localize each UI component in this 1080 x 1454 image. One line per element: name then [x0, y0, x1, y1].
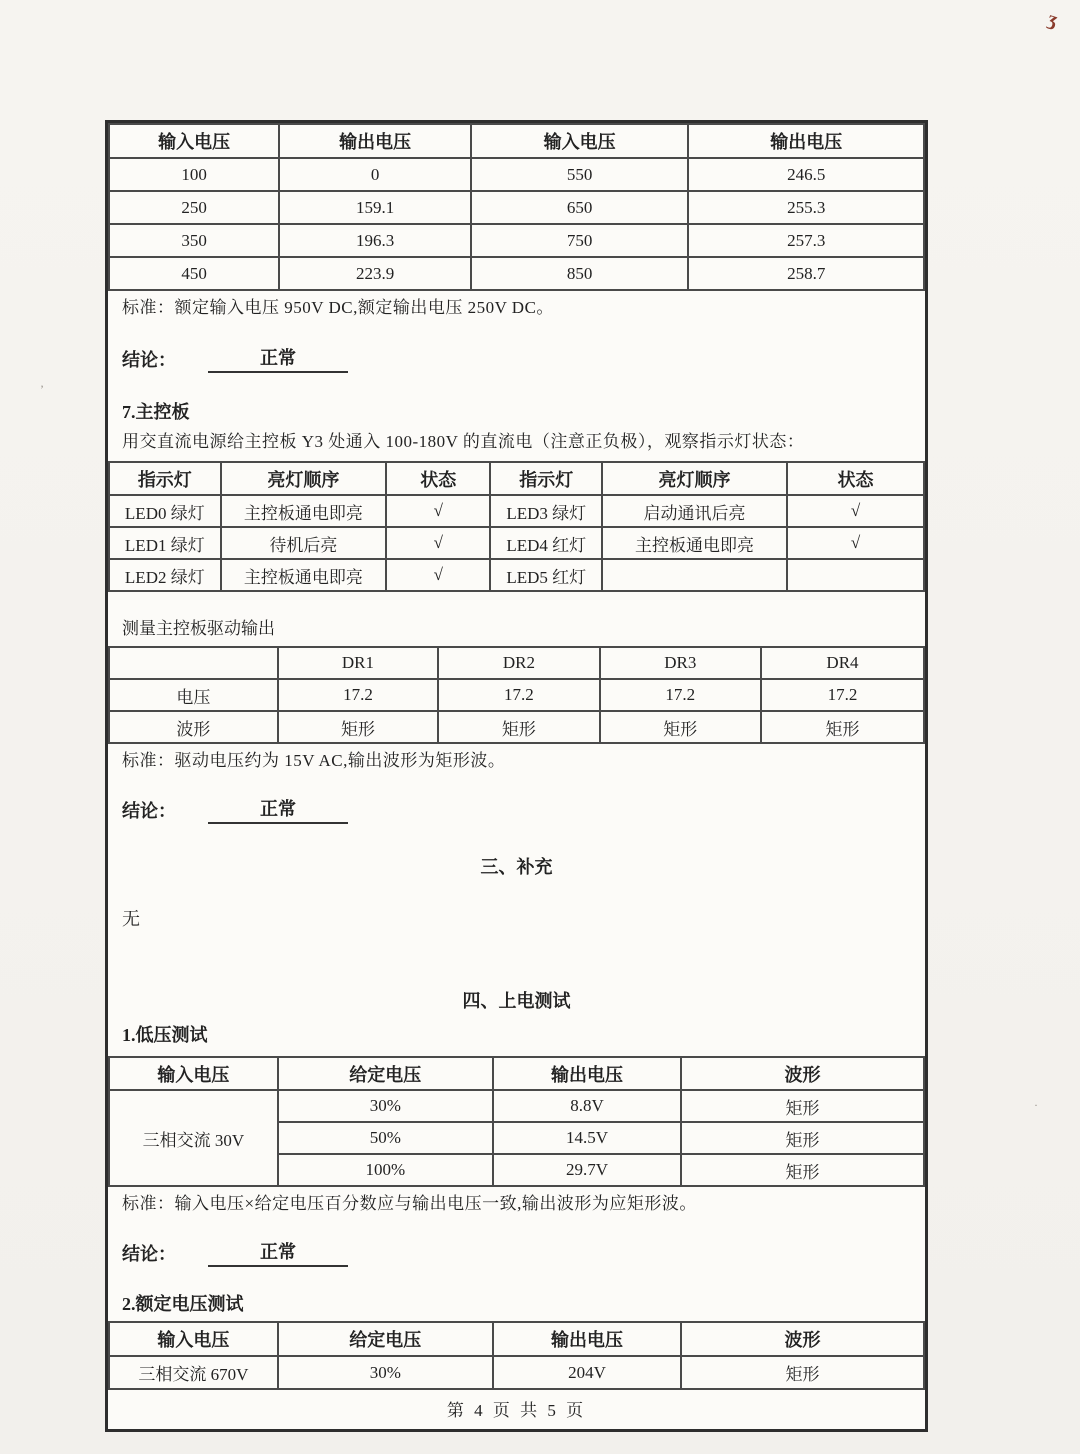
table-header-row [109, 462, 924, 495]
cell: 255.3 [688, 191, 924, 224]
conclusion-label: 结论： [122, 1244, 176, 1264]
cell: LED3 绿灯 [490, 495, 602, 527]
table-row [109, 495, 924, 527]
status-checkmark: √ [386, 527, 490, 559]
scan-speck: ’ [40, 382, 44, 396]
cell: 主控板通电即亮 [221, 495, 386, 527]
table-header-row [109, 1322, 924, 1356]
section-title-main-board: 7.主控板 [122, 402, 190, 422]
table-header-row [109, 124, 924, 158]
cell: LED4 红灯 [490, 527, 602, 559]
table-row [109, 191, 924, 224]
standard-note: 标准：额定输入电压 950V DC,额定输出电压 250V DC。 [122, 298, 554, 317]
cell: 矩形 [278, 711, 439, 743]
cell: 350 [109, 224, 279, 257]
table-row [109, 1356, 924, 1389]
subsection-title-low-voltage: 1.低压测试 [122, 1025, 208, 1045]
col-header: DR2 [438, 647, 599, 679]
col-header: 给定电压 [278, 1057, 493, 1090]
table-row [109, 679, 924, 711]
table-row [109, 224, 924, 257]
cell: LED0 绿灯 [109, 495, 221, 527]
cell: 矩形 [681, 1122, 924, 1154]
col-header: 输入电压 [109, 124, 279, 158]
cell: 矩形 [438, 711, 599, 743]
cell: 29.7V [493, 1154, 681, 1186]
conclusion-row [108, 1239, 925, 1267]
cell: 矩形 [681, 1154, 924, 1186]
cell: 650 [471, 191, 689, 224]
cell: 主控板通电即亮 [221, 559, 386, 591]
cell: 250 [109, 191, 279, 224]
cell: 100 [109, 158, 279, 191]
table-row [109, 527, 924, 559]
col-header: DR4 [761, 647, 924, 679]
col-header: 亮灯顺序 [221, 462, 386, 495]
page-number-footer: 第 4 页 共 5 页 [446, 1401, 587, 1420]
main-board-instruction: 用交直流电源给主控板 Y3 处通入 100-180V 的直流电（注意正负极），观察指示灯状态： [122, 432, 805, 451]
conclusion-value: 正常 [208, 796, 348, 824]
cell: 204V [493, 1356, 681, 1389]
drive-output-caption: 测量主控板驱动输出 [122, 619, 275, 638]
cell: 30% [278, 1090, 493, 1122]
status-checkmark: √ [787, 527, 924, 559]
section-title-supplement: 三、补充 [480, 857, 553, 877]
cell: 258.7 [688, 257, 924, 290]
cell: 196.3 [279, 224, 471, 257]
dc-voltage-table [108, 123, 925, 291]
row-header: 波形 [109, 711, 278, 743]
drive-output-table [108, 646, 925, 744]
cell: 17.2 [600, 679, 761, 711]
cell: 246.5 [688, 158, 924, 191]
section-title-power-on-test: 四、上电测试 [462, 991, 571, 1011]
rated-voltage-test-table [108, 1321, 925, 1390]
cell: 550 [471, 158, 689, 191]
cell: 750 [471, 224, 689, 257]
table-row [109, 1090, 924, 1122]
cell: 三相交流 670V [109, 1356, 278, 1389]
col-header: 波形 [681, 1057, 924, 1090]
cell: 100% [278, 1154, 493, 1186]
cell: LED1 绿灯 [109, 527, 221, 559]
cell: LED2 绿灯 [109, 559, 221, 591]
col-header: DR3 [600, 647, 761, 679]
cell: 159.1 [279, 191, 471, 224]
cell [602, 559, 787, 591]
col-header: 输出电压 [493, 1057, 681, 1090]
cell: 0 [279, 158, 471, 191]
cell-empty [109, 647, 278, 679]
row-header: 电压 [109, 679, 278, 711]
input-voltage-label: 三相交流 30V [109, 1090, 278, 1186]
cell: 矩形 [761, 711, 924, 743]
conclusion-label: 结论： [122, 350, 176, 370]
subsection-title-rated-voltage: 2.额定电压测试 [122, 1294, 244, 1314]
table-row [109, 257, 924, 290]
conclusion-row [108, 796, 925, 824]
supplement-content: 无 [122, 909, 140, 929]
col-header: 状态 [787, 462, 924, 495]
cell: 矩形 [681, 1356, 924, 1389]
col-header: 输入电压 [109, 1322, 278, 1356]
cell: 450 [109, 257, 279, 290]
col-header: 指示灯 [109, 462, 221, 495]
status-checkmark: √ [386, 495, 490, 527]
standard-note: 标准：输入电压×给定电压百分数应与输出电压一致,输出波形为应矩形波。 [122, 1194, 697, 1213]
cell: 8.8V [493, 1090, 681, 1122]
conclusion-label: 结论： [122, 801, 176, 821]
col-header: 输入电压 [109, 1057, 278, 1090]
conclusion-value: 正常 [208, 1239, 348, 1267]
cell: 30% [278, 1356, 493, 1389]
status-checkmark [787, 559, 924, 591]
cell: LED5 红灯 [490, 559, 602, 591]
conclusion-row [108, 345, 925, 373]
col-header: DR1 [278, 647, 439, 679]
standard-note: 标准：驱动电压约为 15V AC,输出波形为矩形波。 [122, 751, 506, 770]
red-pen-scan-mark: ʒ [1045, 7, 1061, 32]
status-checkmark: √ [386, 559, 490, 591]
cell: 17.2 [761, 679, 924, 711]
led-indicator-table [108, 461, 925, 592]
cell: 矩形 [681, 1090, 924, 1122]
status-checkmark: √ [787, 495, 924, 527]
col-header: 状态 [386, 462, 490, 495]
cell: 850 [471, 257, 689, 290]
col-header: 波形 [681, 1322, 924, 1356]
col-header: 亮灯顺序 [602, 462, 787, 495]
table-header-row [109, 647, 924, 679]
table-row [109, 711, 924, 743]
table-row [109, 559, 924, 591]
scan-speck: · [1034, 1098, 1038, 1112]
cell: 17.2 [438, 679, 599, 711]
cell: 257.3 [688, 224, 924, 257]
col-header: 给定电压 [278, 1322, 493, 1356]
cell: 矩形 [600, 711, 761, 743]
col-header: 输入电压 [471, 124, 689, 158]
col-header: 指示灯 [490, 462, 602, 495]
cell: 待机后亮 [221, 527, 386, 559]
cell: 17.2 [278, 679, 439, 711]
table-row [109, 158, 924, 191]
col-header: 输出电压 [493, 1322, 681, 1356]
low-voltage-test-table [108, 1056, 925, 1187]
col-header: 输出电压 [279, 124, 471, 158]
cell: 50% [278, 1122, 493, 1154]
cell: 14.5V [493, 1122, 681, 1154]
cell: 启动通讯后亮 [602, 495, 787, 527]
cell: 223.9 [279, 257, 471, 290]
report-body-frame [105, 120, 928, 1432]
col-header: 输出电压 [688, 124, 924, 158]
conclusion-value: 正常 [208, 345, 348, 373]
table-header-row [109, 1057, 924, 1090]
cell: 主控板通电即亮 [602, 527, 787, 559]
